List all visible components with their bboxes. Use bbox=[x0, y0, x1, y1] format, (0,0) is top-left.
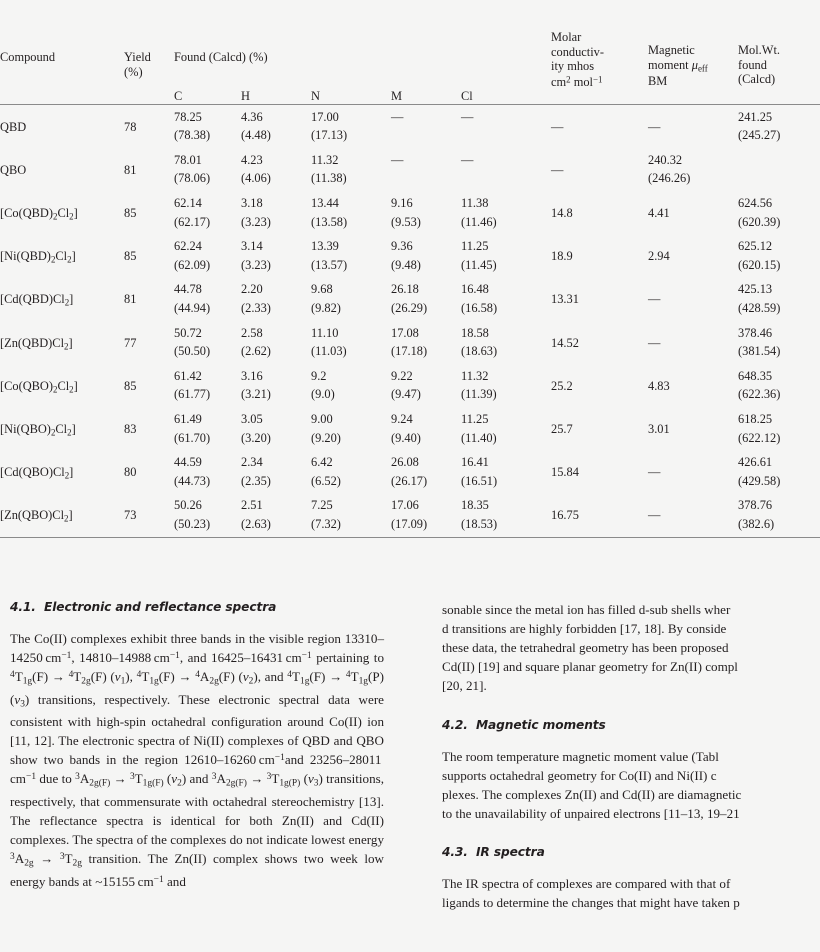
section-title-4-3: IR spectra bbox=[476, 844, 545, 859]
cell-hydrogen bbox=[241, 104, 311, 148]
cell-metal-found: 17.08 bbox=[391, 325, 419, 340]
header-magnetic-moment bbox=[648, 24, 738, 89]
cell-hydrogen bbox=[241, 493, 311, 537]
cell-compound: $[Co(QBD)_2Cl_2]$ bbox=[0, 205, 78, 222]
cell-molar-conductivity: 14.8 bbox=[551, 205, 573, 220]
cell-metal-calcd: (17.18) bbox=[391, 344, 428, 359]
cell-hydrogen bbox=[241, 407, 311, 450]
text-line: [20, 21]. bbox=[442, 678, 487, 694]
cell-hydrogen-calcd: (4.06) bbox=[241, 171, 271, 186]
cell-chlorine-found: 11.25 bbox=[461, 412, 489, 427]
cell-nitrogen-found: 13.39 bbox=[311, 239, 339, 254]
cell-magnetic-moment: — bbox=[648, 508, 661, 523]
cell-chlorine bbox=[461, 277, 551, 320]
cell-hydrogen-found: 3.16 bbox=[241, 368, 263, 383]
cell-hydrogen-calcd: (4.48) bbox=[241, 128, 271, 143]
right-column bbox=[442, 600, 820, 912]
section-title-4-1: Electronic and reflectance spectra bbox=[44, 600, 277, 614]
text-line: ligands to determine the changes that might have taken p bbox=[442, 895, 740, 911]
cell-chlorine bbox=[461, 493, 551, 537]
cell-mol-wt bbox=[738, 234, 820, 277]
cell-hydrogen-found: 3.18 bbox=[241, 195, 263, 210]
cell-compound: $[Co(QBO)_2Cl_2]$ bbox=[0, 378, 78, 395]
cell-chlorine bbox=[461, 407, 551, 450]
cell-metal bbox=[391, 191, 461, 234]
cell-chlorine bbox=[461, 148, 551, 191]
cell-metal bbox=[391, 148, 461, 191]
cell-nitrogen-calcd: (6.52) bbox=[311, 473, 341, 488]
characterization-table bbox=[0, 24, 820, 538]
cell-yield: 85 bbox=[124, 249, 137, 264]
cell-carbon-found: 50.26 bbox=[174, 498, 202, 513]
cell-chlorine-calcd: (11.45) bbox=[461, 257, 497, 272]
cell-hydrogen-calcd: (2.35) bbox=[241, 473, 271, 488]
cell-nitrogen-calcd: (13.57) bbox=[311, 257, 348, 272]
text-line: The room temperature magnetic moment value (Tabl bbox=[442, 748, 719, 764]
header-cond-line3: ity mhos bbox=[551, 59, 595, 74]
cell-nitrogen-calcd: (13.58) bbox=[311, 214, 348, 229]
cell-mol-wt-found: 648.35 bbox=[738, 368, 773, 383]
cell-molar-conductivity: 15.84 bbox=[551, 465, 579, 480]
cell-compound: $[Cd(QBO)Cl_2]$ bbox=[0, 465, 74, 481]
table-row bbox=[0, 493, 820, 537]
table-row bbox=[0, 148, 820, 191]
header-compound-label: Compound bbox=[0, 50, 56, 64]
cell-chlorine-calcd: (18.53) bbox=[461, 517, 498, 532]
cell-magnetic-moment: — bbox=[648, 292, 661, 307]
text-line: to the unavailability of unpaired electrons [11–13, 19–21 bbox=[442, 805, 740, 821]
cell-carbon-found: 61.49 bbox=[174, 412, 202, 427]
section-heading-4-3 bbox=[442, 845, 820, 859]
header-compound bbox=[0, 24, 124, 89]
cell-magnetic-moment: — bbox=[648, 119, 661, 134]
cell-carbon-calcd: (44.73) bbox=[174, 473, 211, 488]
header-yield-line1: Yield bbox=[124, 50, 151, 64]
cell-nitrogen-calcd: (17.13) bbox=[311, 128, 348, 143]
paragraph-ir-spectra bbox=[442, 874, 820, 912]
cell-mol-wt bbox=[738, 450, 820, 493]
characterization-table-container bbox=[0, 24, 820, 538]
cell-mol-wt-calcd: (245.27) bbox=[738, 128, 781, 143]
cell-metal bbox=[391, 493, 461, 537]
cell-hydrogen-found: 3.14 bbox=[241, 239, 263, 254]
cell-metal-calcd: (9.53) bbox=[391, 214, 421, 229]
table-header bbox=[0, 24, 820, 104]
cell-chlorine bbox=[461, 321, 551, 364]
cell-carbon-found: 61.42 bbox=[174, 368, 202, 383]
cell-mol-wt bbox=[738, 321, 820, 364]
cell-nitrogen-calcd: (9.20) bbox=[311, 430, 341, 445]
cell-hydrogen-found: 2.58 bbox=[241, 325, 263, 340]
cell-yield: 80 bbox=[124, 465, 137, 480]
table-row bbox=[0, 191, 820, 234]
header-mag-line1: Magnetic bbox=[648, 43, 695, 57]
cell-mol-wt-found: 625.12 bbox=[738, 239, 773, 254]
cell-magnetic-moment-found: 240.32 bbox=[648, 152, 683, 167]
cell-hydrogen bbox=[241, 148, 311, 191]
header-mag-line3: BM bbox=[648, 73, 668, 88]
header-cond-line2: conductiv- bbox=[551, 44, 605, 59]
cell-carbon-calcd: (78.06) bbox=[174, 171, 211, 186]
cell-metal bbox=[391, 234, 461, 277]
paragraph-right-continuation bbox=[442, 600, 820, 696]
table-row bbox=[0, 407, 820, 450]
cell-mol-wt bbox=[738, 277, 820, 320]
cell-nitrogen bbox=[311, 493, 391, 537]
cell-metal-found: 9.24 bbox=[391, 412, 413, 427]
cell-carbon-found: 62.24 bbox=[174, 239, 202, 254]
cell-mol-wt-found: 378.46 bbox=[738, 325, 773, 340]
cell-metal bbox=[391, 104, 461, 148]
cell-metal-found: 26.08 bbox=[391, 455, 419, 470]
cell-magnetic-moment: 2.94 bbox=[648, 249, 670, 264]
cell-nitrogen-found: 17.00 bbox=[311, 109, 339, 124]
header-sub-blank-cond bbox=[551, 89, 648, 104]
section-title-4-2: Magnetic moments bbox=[476, 717, 606, 732]
table-body bbox=[0, 104, 820, 537]
table-row bbox=[0, 234, 820, 277]
cell-yield: 83 bbox=[124, 422, 137, 437]
table-row bbox=[0, 450, 820, 493]
table-row bbox=[0, 364, 820, 407]
cell-carbon-found: 62.14 bbox=[174, 195, 202, 210]
cell-magnetic-moment: — bbox=[648, 335, 661, 350]
cell-mol-wt-found: 618.25 bbox=[738, 412, 773, 427]
cell-hydrogen-found: 2.20 bbox=[241, 282, 263, 297]
cell-hydrogen-calcd: (3.21) bbox=[241, 387, 271, 402]
cell-compound: QBO bbox=[0, 162, 27, 177]
cell-molar-conductivity: 25.2 bbox=[551, 378, 573, 393]
text-line: sonable since the metal ion has filled d-sub shells wher bbox=[442, 602, 731, 617]
header-found-calcd-label: Found (Calcd) (%) bbox=[174, 50, 268, 64]
section-number-4-3: 4.3. bbox=[442, 844, 468, 859]
cell-carbon bbox=[174, 277, 241, 320]
cell-mol-wt-found: 425.13 bbox=[738, 282, 773, 297]
cell-carbon-calcd: (62.09) bbox=[174, 257, 211, 272]
cell-nitrogen-found: 7.25 bbox=[311, 498, 333, 513]
header-sub-blank-mw bbox=[738, 89, 820, 104]
cell-chlorine-found: 18.58 bbox=[461, 325, 489, 340]
cell-yield: 85 bbox=[124, 378, 137, 393]
cell-metal-found: — bbox=[391, 109, 404, 124]
header-mw-line1: Mol.Wt. bbox=[738, 43, 781, 57]
cell-molar-conductivity: 13.31 bbox=[551, 292, 579, 307]
cell-carbon bbox=[174, 450, 241, 493]
text-line: The IR spectra of complexes are compared with that of bbox=[442, 875, 731, 891]
text-line: Cd(II) [19] and square planar geometry for Zn(II) compl bbox=[442, 659, 738, 675]
cell-carbon-calcd: (62.17) bbox=[174, 214, 211, 229]
cell-yield: 78 bbox=[124, 119, 137, 134]
cell-mol-wt bbox=[738, 493, 820, 537]
cell-chlorine bbox=[461, 450, 551, 493]
header-cond-line1: Molar bbox=[551, 30, 582, 44]
cell-chlorine-found: — bbox=[461, 109, 474, 124]
cell-carbon bbox=[174, 321, 241, 364]
cell-hydrogen bbox=[241, 191, 311, 234]
left-column bbox=[10, 600, 384, 891]
cell-mol-wt-calcd: (622.36) bbox=[738, 387, 781, 402]
cell-nitrogen-found: 9.68 bbox=[311, 282, 333, 297]
cell-yield: 81 bbox=[124, 292, 137, 307]
cell-metal bbox=[391, 407, 461, 450]
header-sub-C: C bbox=[174, 89, 183, 104]
cell-hydrogen bbox=[241, 364, 311, 407]
cell-hydrogen bbox=[241, 277, 311, 320]
cell-metal-found: 9.36 bbox=[391, 239, 413, 254]
cell-magnetic-moment bbox=[648, 148, 738, 191]
cell-molar-conductivity: — bbox=[551, 162, 564, 177]
cell-mol-wt-calcd: (620.15) bbox=[738, 257, 781, 272]
cell-hydrogen-calcd: (2.63) bbox=[241, 517, 271, 532]
cell-nitrogen bbox=[311, 277, 391, 320]
cell-nitrogen-found: 13.44 bbox=[311, 195, 339, 210]
cell-nitrogen-calcd: (9.0) bbox=[311, 387, 335, 402]
cell-mol-wt-calcd: (381.54) bbox=[738, 344, 781, 359]
cell-mol-wt-found: 426.61 bbox=[738, 455, 773, 470]
cell-chlorine-found: 16.41 bbox=[461, 455, 489, 470]
text-line: these data, the tetrahedral geometry has been proposed bbox=[442, 640, 729, 656]
cell-carbon-found: 44.78 bbox=[174, 282, 202, 297]
cell-nitrogen bbox=[311, 234, 391, 277]
cell-metal bbox=[391, 450, 461, 493]
cell-yield: 73 bbox=[124, 508, 137, 523]
header-found-calcd bbox=[174, 24, 551, 89]
table-header-main-row bbox=[0, 24, 820, 89]
header-sub-blank-yield bbox=[124, 89, 174, 104]
cell-carbon bbox=[174, 493, 241, 537]
cell-carbon-calcd: (61.77) bbox=[174, 387, 211, 402]
header-sub-N: N bbox=[311, 89, 320, 104]
header-molar-conductivity bbox=[551, 24, 648, 89]
text-line: supports octahedral geometry for Co(II) and Ni(II) c bbox=[442, 767, 717, 783]
cell-metal-calcd: (26.17) bbox=[391, 473, 428, 488]
cell-nitrogen bbox=[311, 148, 391, 191]
cell-compound: $[Cd(QBD)Cl_2]$ bbox=[0, 292, 74, 308]
cell-magnetic-moment: 4.83 bbox=[648, 378, 670, 393]
cell-hydrogen-found: 4.36 bbox=[241, 109, 263, 124]
cell-nitrogen-found: 9.00 bbox=[311, 412, 333, 427]
cell-hydrogen-calcd: (2.33) bbox=[241, 300, 271, 315]
cell-carbon-calcd: (44.94) bbox=[174, 300, 211, 315]
cell-nitrogen bbox=[311, 321, 391, 364]
section-heading-4-1 bbox=[10, 600, 384, 614]
cell-metal-calcd: (17.09) bbox=[391, 517, 428, 532]
cell-nitrogen bbox=[311, 364, 391, 407]
cell-chlorine-found: 11.38 bbox=[461, 195, 489, 210]
cell-carbon bbox=[174, 364, 241, 407]
cell-carbon bbox=[174, 407, 241, 450]
header-yield bbox=[124, 24, 174, 89]
cell-compound: QBD bbox=[0, 119, 27, 134]
cell-hydrogen-found: 4.23 bbox=[241, 152, 263, 167]
cell-molar-conductivity: — bbox=[551, 119, 564, 134]
cell-carbon-calcd: (61.70) bbox=[174, 430, 211, 445]
cell-molar-conductivity: 16.75 bbox=[551, 508, 579, 523]
cell-compound: $[Ni(QBO)_2Cl_2]$ bbox=[0, 422, 76, 438]
cell-nitrogen-calcd: (11.38) bbox=[311, 171, 347, 186]
cell-metal bbox=[391, 321, 461, 364]
cell-carbon-found: 50.72 bbox=[174, 325, 202, 340]
cell-chlorine-found: 16.48 bbox=[461, 282, 489, 297]
cell-hydrogen bbox=[241, 321, 311, 364]
cell-carbon bbox=[174, 234, 241, 277]
cell-carbon-found: 78.25 bbox=[174, 109, 202, 124]
cell-nitrogen bbox=[311, 450, 391, 493]
cell-metal-found: 9.22 bbox=[391, 368, 413, 383]
cell-magnetic-moment: — bbox=[648, 465, 661, 480]
cell-carbon-calcd: (50.50) bbox=[174, 344, 211, 359]
cell-chlorine-calcd: (11.46) bbox=[461, 214, 497, 229]
cell-mol-wt-calcd: (428.59) bbox=[738, 300, 781, 315]
paragraph-electronic-reflectance-spectra: The Co(II) complexes exhibit three bands in the visible region 13310–14250 $cm^{-1}$, 14810–14988 $cm^{-1}$, and 16425–16431 $cm^{-1}$ pertaining to $^4T_{1g}(F) \to ^4T_{2g}(F)$ $(\nu_1)$, $^4T_{1g}(F) \to ^4A_{2g}(F)$ $(\nu_2)$, and $^4T_{1g}(F) \to ^4T_{1g}(P)$ $(\nu_3)$ transitions, respectively. These electronic spectral data were consistent with high-spin octahedral configuration around Co(II) ion [11, 12]. The electronic spectra of Ni(II) complexes of QBD and QBO show two bands in the region 12610–16260 $cm^{-1}and$ 23256–28011 $cm^{-1}$ due to $^3A_{2g(F)} \to ^3T_{1g(F)}$ $(\nu_2)$ and $^3A_{2g(F)} \to ^3T_{1g(P)}$ $(\nu_3)$ transitions, respectively, that commensurate with octahedral stereochemistry [13]. The reflectance spectra is identical for both Zn(II) and Cd(II) complexes. The spectra of the complexes do not indicate lowest energy $^3A_{2g} \to ^3T_{2g}$ transition. The Zn(II) complex shows two week low energy bands at ~15155 $cm^{-1}$ and bbox=[10, 631, 385, 889]
cell-magnetic-moment: 4.41 bbox=[648, 205, 670, 220]
cell-chlorine-found: — bbox=[461, 152, 474, 167]
cell-metal bbox=[391, 364, 461, 407]
cell-carbon-found: 78.01 bbox=[174, 152, 202, 167]
section-heading-4-2 bbox=[442, 718, 820, 732]
cell-carbon-found: 44.59 bbox=[174, 455, 202, 470]
cell-hydrogen bbox=[241, 450, 311, 493]
body-text-columns bbox=[0, 600, 820, 952]
cell-chlorine bbox=[461, 104, 551, 148]
cell-chlorine bbox=[461, 234, 551, 277]
header-sub-blank-mag bbox=[648, 89, 738, 104]
cell-metal-found: 26.18 bbox=[391, 282, 419, 297]
cell-hydrogen-found: 2.51 bbox=[241, 498, 263, 513]
header-cond-line4: $cm^2$ mol$^{-1}$ bbox=[551, 73, 603, 89]
cell-mol-wt-calcd: (622.12) bbox=[738, 430, 781, 445]
cell-nitrogen-calcd: (7.32) bbox=[311, 517, 341, 532]
cell-nitrogen bbox=[311, 191, 391, 234]
cell-compound: $[Ni(QBD)_2Cl_2]$ bbox=[0, 249, 76, 265]
cell-mol-wt bbox=[738, 148, 820, 191]
cell-nitrogen bbox=[311, 104, 391, 148]
table-header-sub-row bbox=[0, 89, 820, 104]
cell-nitrogen-calcd: (11.03) bbox=[311, 344, 347, 359]
paragraph-magnetic-moments bbox=[442, 747, 820, 823]
cell-metal-calcd: (9.48) bbox=[391, 257, 421, 272]
cell-chlorine-found: 11.32 bbox=[461, 368, 489, 383]
cell-nitrogen-calcd: (9.82) bbox=[311, 300, 341, 315]
cell-metal-found: 17.06 bbox=[391, 498, 419, 513]
cell-chlorine-found: 18.35 bbox=[461, 498, 489, 513]
cell-molar-conductivity: 14.52 bbox=[551, 335, 579, 350]
cell-mol-wt-found: 378.76 bbox=[738, 498, 773, 513]
cell-mol-wt-found: 241.25 bbox=[738, 109, 773, 124]
cell-metal-calcd: (9.40) bbox=[391, 430, 421, 445]
cell-yield: 85 bbox=[124, 205, 137, 220]
cell-mol-wt bbox=[738, 364, 820, 407]
cell-mol-wt-calcd: (382.6) bbox=[738, 517, 775, 532]
text-line: plexes. The complexes Zn(II) and Cd(II) are diamagnetic bbox=[442, 786, 742, 802]
cell-magnetic-moment-calcd: (246.26) bbox=[648, 171, 691, 186]
cell-yield: 77 bbox=[124, 335, 137, 350]
cell-hydrogen-calcd: (3.23) bbox=[241, 214, 271, 229]
cell-nitrogen-found: 6.42 bbox=[311, 455, 333, 470]
cell-molar-conductivity: 25.7 bbox=[551, 422, 573, 437]
header-sub-M: M bbox=[391, 89, 403, 104]
cell-hydrogen-calcd: (3.20) bbox=[241, 430, 271, 445]
cell-nitrogen-found: 11.10 bbox=[311, 325, 339, 340]
cell-magnetic-moment: 3.01 bbox=[648, 422, 670, 437]
cell-chlorine-found: 11.25 bbox=[461, 239, 489, 254]
cell-hydrogen-found: 3.05 bbox=[241, 412, 263, 427]
cell-nitrogen-found: 9.2 bbox=[311, 368, 327, 383]
cell-compound: $[Zn(QBD)Cl_2]$ bbox=[0, 335, 73, 352]
cell-hydrogen-calcd: (3.23) bbox=[241, 257, 271, 272]
cell-chlorine-calcd: (18.63) bbox=[461, 344, 498, 359]
cell-mol-wt-calcd: (620.39) bbox=[738, 214, 781, 229]
header-mw-line3: (Calcd) bbox=[738, 72, 776, 87]
cell-compound: $[Zn(QBO)Cl_2]$ bbox=[0, 508, 73, 524]
cell-metal-calcd: (26.29) bbox=[391, 300, 428, 315]
header-mw-line2: found bbox=[738, 57, 767, 72]
cell-chlorine-calcd: (11.39) bbox=[461, 387, 497, 402]
cell-chlorine-calcd: (11.40) bbox=[461, 430, 497, 445]
cell-metal-calcd: (9.47) bbox=[391, 387, 421, 402]
header-sub-H: H bbox=[241, 89, 250, 104]
cell-mol-wt bbox=[738, 104, 820, 148]
section-number-4-1: 4.1. bbox=[10, 600, 36, 614]
cell-mol-wt bbox=[738, 191, 820, 234]
cell-chlorine bbox=[461, 191, 551, 234]
text-line: d transitions are highly forbidden [17, 18]. By conside bbox=[442, 621, 727, 637]
cell-chlorine-calcd: (16.58) bbox=[461, 300, 498, 315]
table-row bbox=[0, 104, 820, 148]
cell-carbon-calcd: (50.23) bbox=[174, 517, 211, 532]
cell-hydrogen-found: 2.34 bbox=[241, 455, 263, 470]
header-mol-wt bbox=[738, 24, 820, 89]
cell-nitrogen bbox=[311, 407, 391, 450]
cell-nitrogen-found: 11.32 bbox=[311, 152, 339, 167]
cell-hydrogen-calcd: (2.62) bbox=[241, 344, 271, 359]
table-row bbox=[0, 277, 820, 320]
header-sub-Cl: Cl bbox=[461, 89, 473, 104]
cell-chlorine-calcd: (16.51) bbox=[461, 473, 498, 488]
cell-metal-found: — bbox=[391, 152, 404, 167]
cell-yield: 81 bbox=[124, 162, 137, 177]
cell-mol-wt bbox=[738, 407, 820, 450]
cell-mol-wt-calcd: (429.58) bbox=[738, 473, 781, 488]
cell-hydrogen bbox=[241, 234, 311, 277]
cell-carbon bbox=[174, 104, 241, 148]
header-yield-line2: (%) bbox=[124, 64, 143, 79]
section-number-4-2: 4.2. bbox=[442, 717, 468, 732]
header-mag-line2: moment $\mu_{eff}$ bbox=[648, 57, 708, 74]
header-sub-blank-compound bbox=[0, 89, 124, 104]
cell-carbon bbox=[174, 148, 241, 191]
cell-chlorine bbox=[461, 364, 551, 407]
cell-carbon bbox=[174, 191, 241, 234]
table-row bbox=[0, 321, 820, 364]
cell-carbon-calcd: (78.38) bbox=[174, 128, 211, 143]
cell-molar-conductivity: 18.9 bbox=[551, 249, 573, 264]
cell-metal bbox=[391, 277, 461, 320]
cell-mol-wt-found: 624.56 bbox=[738, 195, 773, 210]
cell-metal-found: 9.16 bbox=[391, 195, 413, 210]
